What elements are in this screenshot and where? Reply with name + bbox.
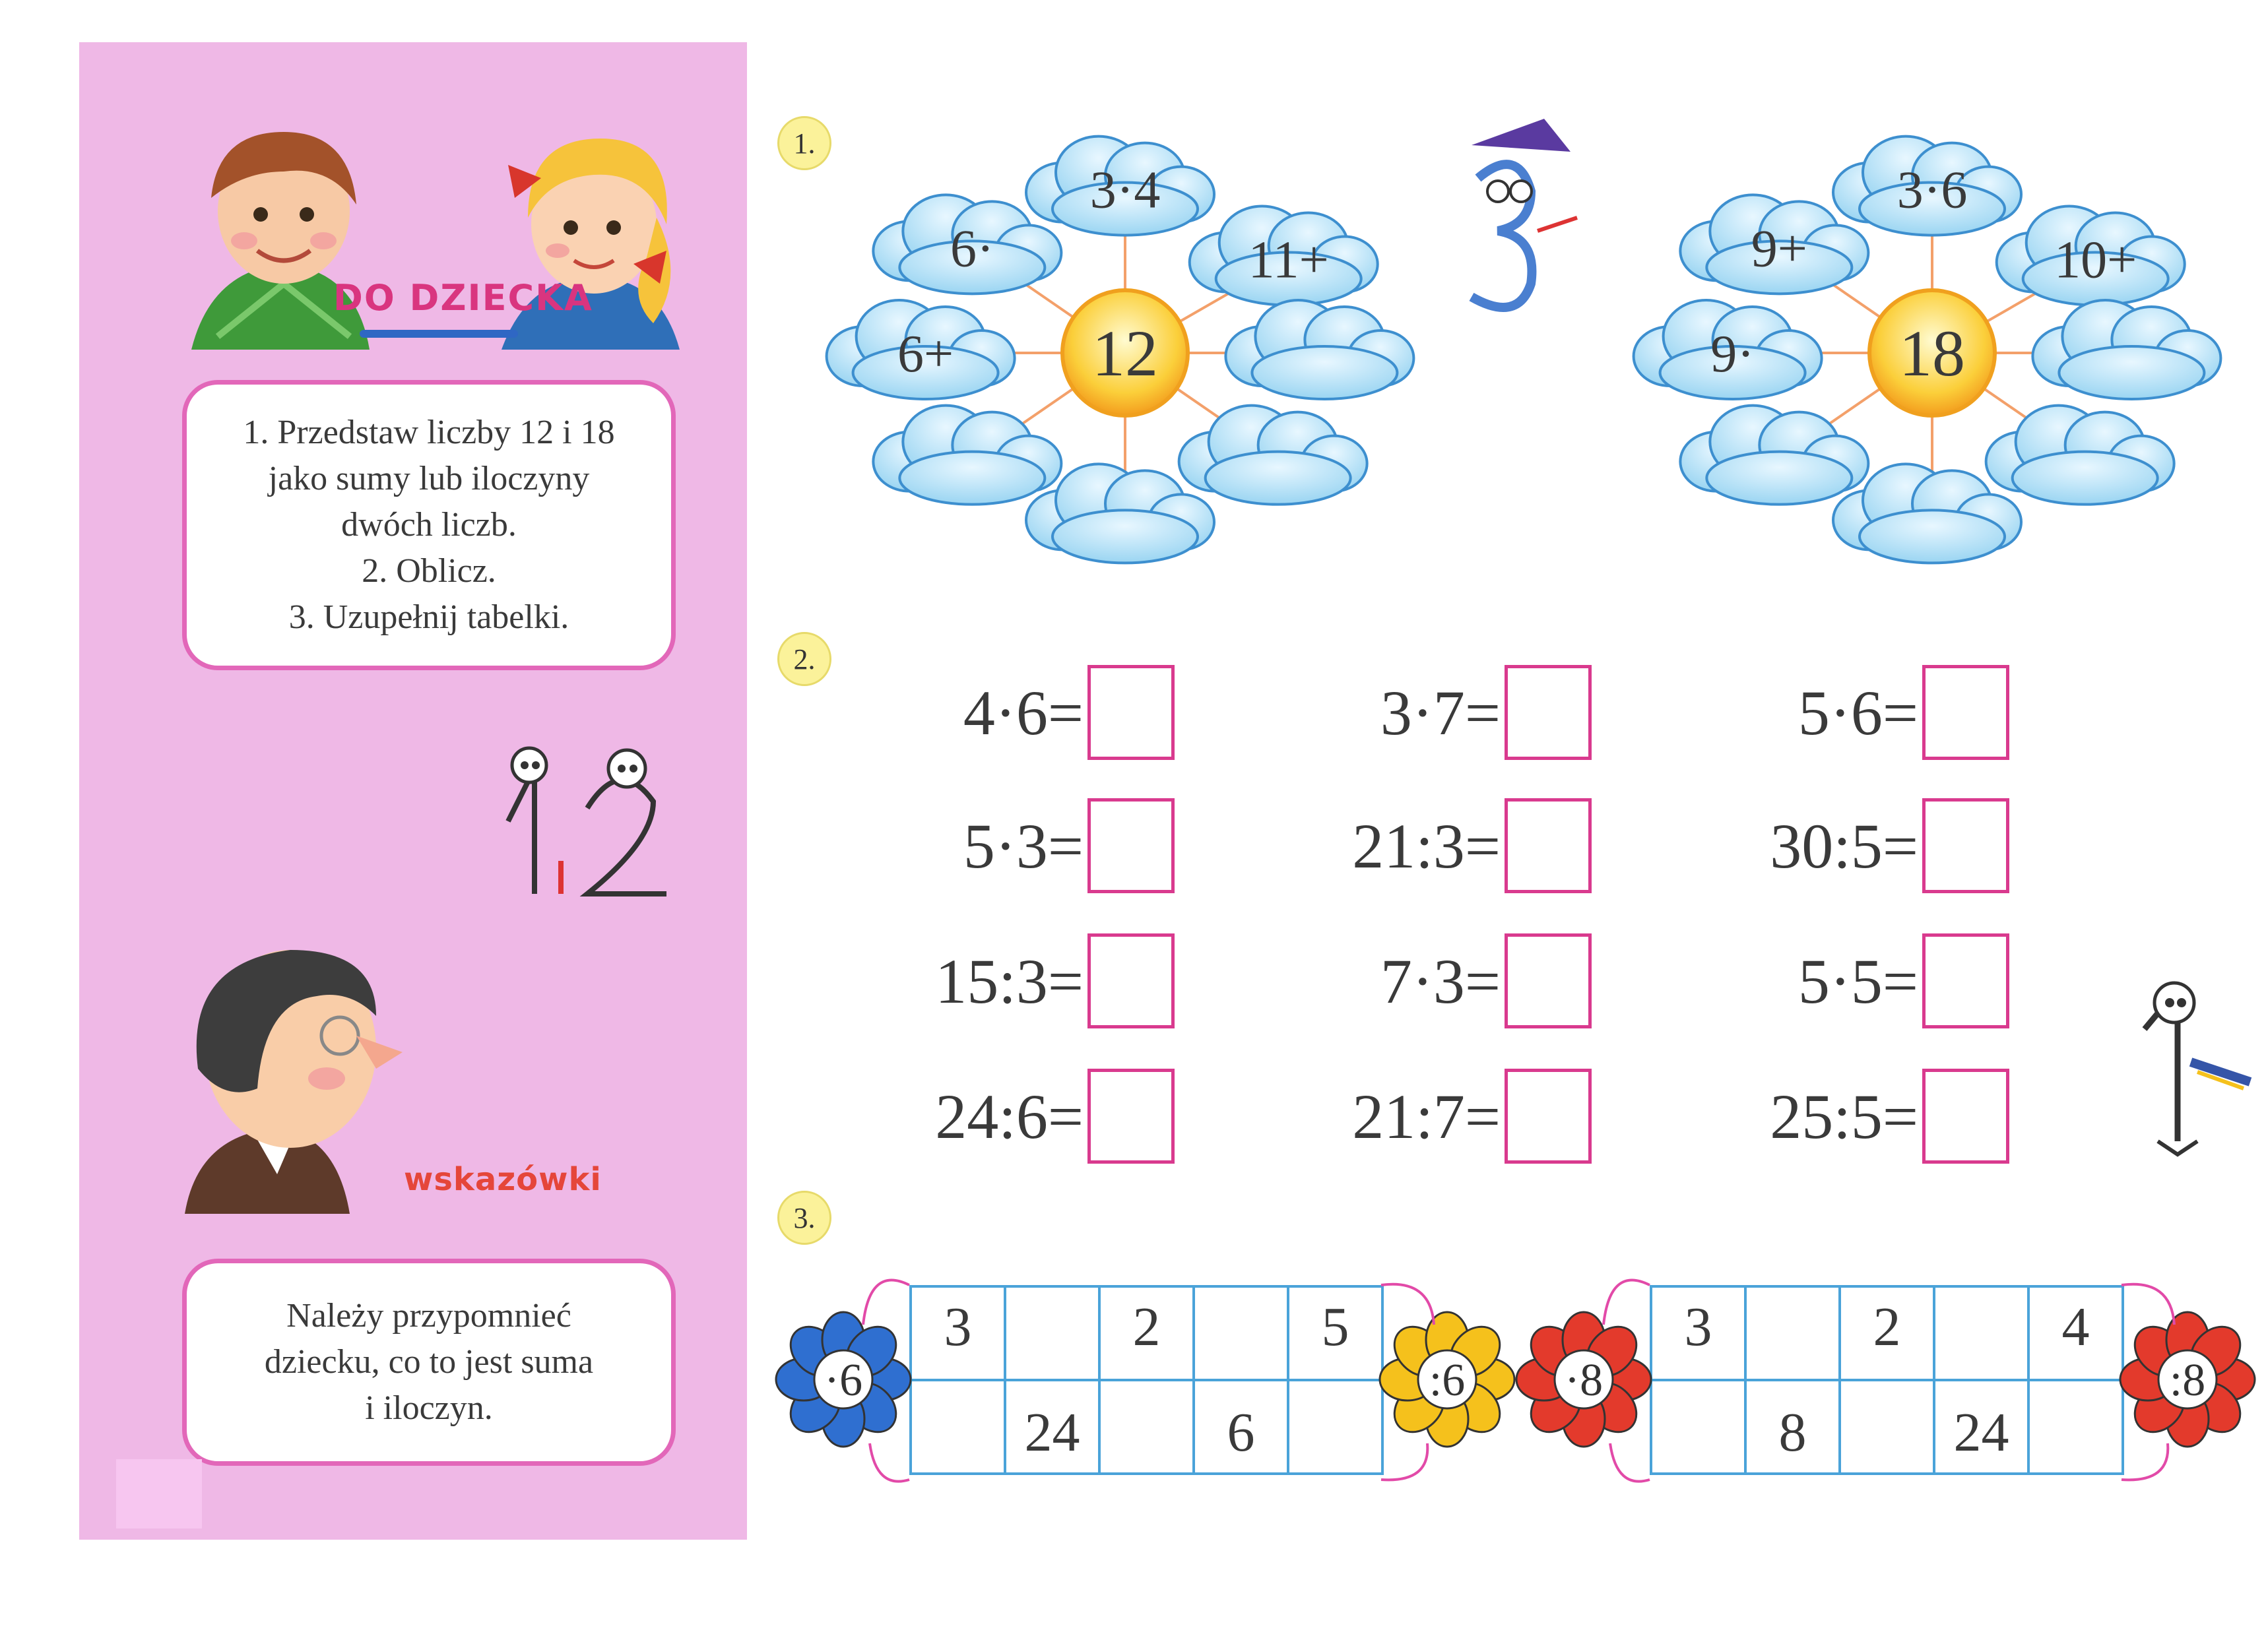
cloud-label: 10+	[2054, 231, 2137, 290]
instruction-line-3: dwóch liczb.	[341, 506, 517, 544]
tips-box	[182, 1259, 676, 1466]
answer-cloud[interactable]	[1833, 137, 2021, 236]
answer-box[interactable]	[1505, 798, 1592, 893]
answer-box[interactable]	[1087, 933, 1175, 1028]
exercise-3-marker: 3.	[777, 1191, 831, 1245]
exercise-2-marker: 2.	[777, 632, 831, 686]
table-cell-value: 3	[1651, 1286, 1745, 1380]
equation-row	[963, 796, 1175, 895]
instruction-line-1: 1. Przedstaw liczby 12 i 18	[243, 414, 615, 451]
answer-cloud[interactable]	[1997, 206, 2185, 305]
number-one-mascot-icon	[2118, 963, 2263, 1161]
cloud-label: 6·	[950, 220, 994, 278]
equation-text: 30:5=	[1770, 810, 1918, 881]
answer-box[interactable]	[1922, 798, 2009, 893]
cloud-label: 3·6	[1896, 161, 1968, 220]
page-corner-square	[116, 1459, 202, 1528]
table-cell-value: 6	[1194, 1380, 1288, 1474]
answer-box[interactable]	[1505, 1069, 1592, 1164]
table-cell-value: 5	[1288, 1286, 1382, 1380]
answer-box[interactable]	[1922, 1069, 2009, 1164]
tip-line-3: i iloczyn.	[365, 1389, 493, 1427]
parent-section-title: DO DZIECKA	[333, 277, 593, 319]
equation-text: 5·3=	[963, 810, 1084, 881]
equation-row	[935, 931, 1175, 1030]
answer-cloud[interactable]	[1190, 206, 1378, 305]
table-cell-value: 2	[1099, 1286, 1194, 1380]
equation-row	[1770, 1067, 2009, 1166]
answer-cloud[interactable]	[1225, 300, 1413, 399]
answer-cloud[interactable]	[1634, 300, 1822, 399]
instruction-line-5: 3. Uzupełnij tabelki.	[288, 598, 569, 636]
answer-box[interactable]	[1087, 665, 1175, 760]
cloud-label: 9+	[1751, 220, 1807, 278]
answer-cloud[interactable]	[1986, 406, 2174, 505]
number-twelve-mascot-icon	[488, 729, 686, 900]
table-cell-value: 4	[2028, 1286, 2123, 1380]
instruction-line-4: 2. Oblicz.	[362, 552, 496, 590]
cloud-label: 11+	[1248, 231, 1329, 290]
tip-line-2: dziecku, co to jest suma	[264, 1343, 594, 1381]
equation-text: 7·3=	[1380, 945, 1501, 1017]
sun-diagram-18	[1634, 137, 2221, 563]
answer-box[interactable]	[1922, 665, 2009, 760]
title-underline	[360, 330, 518, 338]
equation-row	[1798, 663, 2009, 762]
equation-text: 25:5=	[1770, 1081, 1918, 1152]
cloud-label: 6+	[897, 325, 954, 383]
equation-row	[963, 663, 1175, 762]
cycle-arrows-icon	[817, 1265, 1477, 1503]
equation-row	[1770, 796, 2009, 895]
answer-box[interactable]	[1922, 933, 2009, 1028]
equation-row	[1352, 1067, 1592, 1166]
flower-label: :6	[1429, 1355, 1466, 1406]
equation-row	[1352, 796, 1592, 895]
cloud-label: 9·	[1710, 325, 1755, 383]
answer-cloud[interactable]	[1026, 137, 1214, 236]
table-cell-value: 8	[1745, 1380, 1840, 1474]
flower-label: :8	[2169, 1355, 2206, 1406]
answer-box[interactable]	[1087, 798, 1175, 893]
answer-box[interactable]	[1505, 665, 1592, 760]
answer-cloud[interactable]	[827, 300, 1015, 399]
teacher-illustration	[185, 937, 403, 1214]
flower-label: ·8	[1564, 1355, 1604, 1406]
tips-section-title: wskazówki	[404, 1161, 602, 1198]
exercise-1-marker: 1.	[777, 116, 831, 170]
equation-text: 5·6=	[1798, 677, 1918, 748]
sun-number: 12	[1092, 317, 1158, 390]
equation-text: 4·6=	[963, 677, 1084, 748]
sun-diagram-12	[827, 137, 1414, 563]
answer-cloud[interactable]	[873, 406, 1061, 505]
equation-text: 24:6=	[935, 1081, 1084, 1152]
table-cell-value: 24	[1005, 1380, 1099, 1474]
sum-product-sun-diagrams	[779, 99, 2263, 614]
equation-text: 15:3=	[935, 945, 1084, 1017]
equation-text: 5·5=	[1798, 945, 1918, 1017]
cycle-arrows-icon	[1557, 1265, 2217, 1503]
sun-number: 18	[1899, 317, 1965, 390]
instructions-box	[182, 380, 676, 670]
cloud-label: 3·4	[1089, 161, 1161, 220]
number-three-mascot-icon	[1472, 119, 1577, 307]
instruction-line-2: jako sumy lub iloczyny	[268, 460, 590, 497]
table-cell-value: 24	[1934, 1380, 2028, 1474]
table-cell-value: 2	[1840, 1286, 1934, 1380]
equation-text: 21:7=	[1352, 1081, 1501, 1152]
table-cell-value: 3	[911, 1286, 1005, 1380]
answer-box[interactable]	[1087, 1069, 1175, 1164]
equation-text: 21:3=	[1352, 810, 1501, 881]
equation-row	[1380, 663, 1592, 762]
flower-label: ·6	[824, 1355, 863, 1406]
equation-row	[935, 1067, 1175, 1166]
answer-cloud[interactable]	[1179, 406, 1367, 505]
answer-cloud[interactable]	[2032, 300, 2220, 399]
answer-cloud[interactable]	[1680, 406, 1868, 505]
equation-text: 3·7=	[1380, 677, 1501, 748]
equation-row	[1798, 931, 2009, 1030]
tip-line-1: Należy przypomnieć	[286, 1297, 571, 1335]
answer-box[interactable]	[1505, 933, 1592, 1028]
equation-row	[1380, 931, 1592, 1030]
